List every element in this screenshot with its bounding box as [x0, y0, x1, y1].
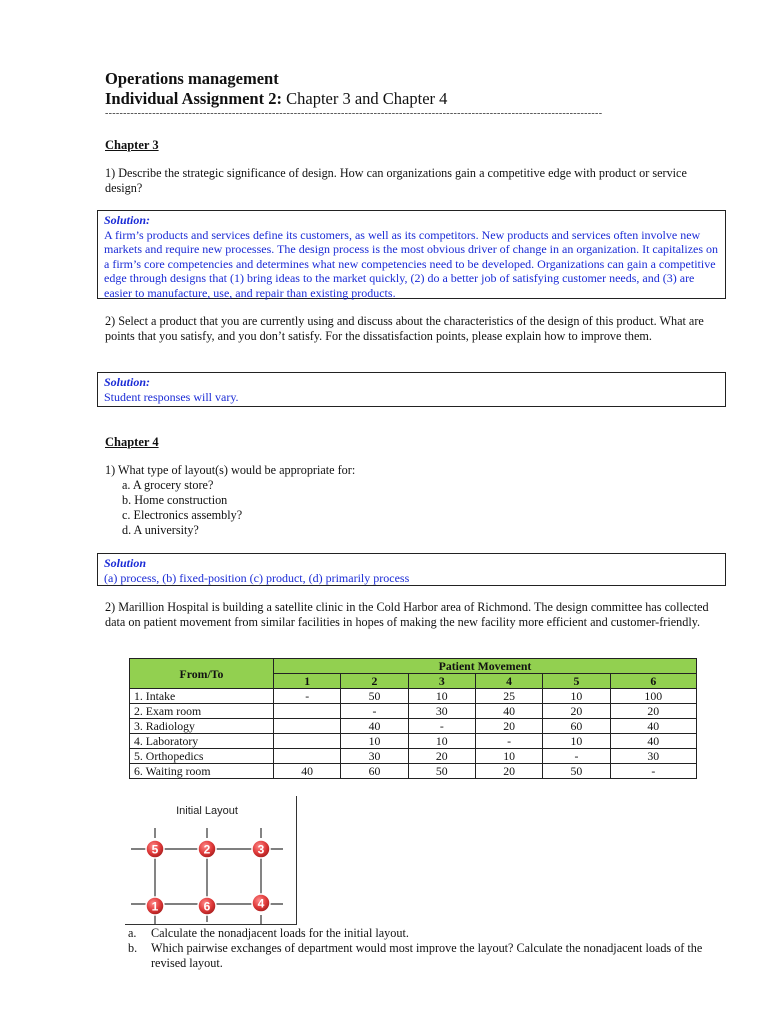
node-label: 6 — [203, 899, 211, 914]
chapter4-solution-box — [97, 553, 726, 586]
solution-text: (a) process, (b) fixed-position (c) product, (d) primarily process — [104, 570, 410, 585]
chapter3-solution1-box — [97, 210, 726, 299]
solution-label: Solution — [104, 556, 147, 570]
layout-node-2 — [198, 840, 216, 858]
table-cell: 20 — [475, 764, 542, 779]
node-label: 1 — [151, 899, 159, 914]
table-cell: - — [341, 704, 408, 719]
list-item — [128, 926, 718, 941]
table-header-row — [130, 659, 697, 674]
table-row — [130, 764, 697, 779]
layout-node-5 — [146, 840, 164, 858]
node-label: 4 — [257, 896, 265, 911]
table-cell: 20 — [543, 704, 610, 719]
node-label: 2 — [203, 842, 211, 857]
chapter3-question1: 1) Describe the strategic significance of design. How can organizations gain a competitive edge with product or service design? — [105, 166, 687, 195]
table-cell: 40 — [274, 764, 341, 779]
course-title: Operations management — [105, 69, 279, 88]
department-name: 1. Intake — [130, 689, 274, 704]
table-cell: 30 — [341, 749, 408, 764]
table-cell: - — [274, 689, 341, 704]
table-row — [130, 719, 697, 734]
solution-text: Student responses will vary. — [104, 389, 239, 404]
table-cell — [274, 704, 341, 719]
table-cell: 100 — [610, 689, 696, 704]
table-cell: 30 — [408, 704, 475, 719]
solution-label: Solution: — [104, 213, 151, 227]
assignment-label: Individual Assignment 2: — [105, 89, 282, 108]
department-name: 2. Exam room — [130, 704, 274, 719]
chapter3-heading: Chapter 3 — [105, 138, 159, 152]
table-cell: 50 — [543, 764, 610, 779]
chapter3-solution2-box — [97, 372, 726, 407]
table-cell: 10 — [475, 749, 542, 764]
department-name: 4. Laboratory — [130, 734, 274, 749]
from-to-header: From/To — [130, 659, 274, 689]
table-cell: 20 — [610, 704, 696, 719]
column-header: 4 — [475, 674, 542, 689]
table-row — [130, 749, 697, 764]
table-cell: 20 — [475, 719, 542, 734]
table-cell: 40 — [475, 704, 542, 719]
patient-movement-header: Patient Movement — [274, 659, 697, 674]
table-cell — [274, 719, 341, 734]
column-header: 3 — [408, 674, 475, 689]
layout-node-6 — [198, 897, 216, 915]
department-name: 6. Waiting room — [130, 764, 274, 779]
table-row — [130, 704, 697, 719]
node-label: 5 — [151, 842, 159, 857]
department-name: 5. Orthopedics — [130, 749, 274, 764]
table-cell: 60 — [341, 764, 408, 779]
list-text: Calculate the nonadjacent loads for the initial layout. — [151, 926, 409, 940]
assignment-chapters: Chapter 3 and Chapter 4 — [281, 89, 448, 108]
solution-text: A firm’s products and services define its customers, as well as its competitors. New products and services often involve new markets and require new processes. The design process is the most obvious driver of change in an organization. It capitalizes on a firm’s core competencies and determines what new competencies need to be developed. Organizations can gain a competitive edge through designs that (1) bring ideas to the market quickly, (2) do a better job of satisfying customer needs, and (3) are easier to manufacture, use, and repair than existing products. — [104, 227, 719, 300]
list-marker: a. — [128, 926, 137, 940]
list-item: a. A grocery store? — [122, 478, 214, 492]
solution-label: Solution: — [104, 375, 151, 389]
layout-node-3 — [252, 840, 270, 858]
layout-options-list — [122, 478, 242, 538]
list-text: Which pairwise exchanges of department would most improve the layout? Calculate the nonadjacent loads of the revised layout. — [151, 941, 703, 970]
table-cell: 30 — [610, 749, 696, 764]
list-item: c. Electronics assembly? — [122, 508, 243, 522]
diagram-title: Initial Layout — [176, 805, 238, 817]
column-header: 1 — [274, 674, 341, 689]
table-cell: 60 — [543, 719, 610, 734]
layout-node-4 — [252, 894, 270, 912]
initial-layout-diagram — [125, 796, 297, 925]
table-cell: 10 — [408, 734, 475, 749]
sub-questions — [128, 926, 718, 971]
list-marker: b. — [128, 941, 138, 955]
table-cell: 20 — [408, 749, 475, 764]
table-cell: 10 — [543, 734, 610, 749]
table-cell: 25 — [475, 689, 542, 704]
table-cell: 50 — [341, 689, 408, 704]
table-cell: 50 — [408, 764, 475, 779]
table-cell: - — [610, 764, 696, 779]
list-item: d. A university? — [122, 523, 199, 537]
table-cell: 10 — [408, 689, 475, 704]
node-label: 3 — [257, 842, 265, 857]
chapter3-question2: 2) Select a product that you are currently using and discuss about the characteristics of the design of this product. What are points that you satisfy, and you don’t satisfy. For the dissatisfaction points, please explain how to improve them. — [105, 314, 704, 343]
column-header: 6 — [610, 674, 696, 689]
divider-line: ----------------------------------------------------------------------------------------------------------------------------------------- — [105, 108, 603, 119]
table-cell: 40 — [610, 719, 696, 734]
list-item: b. Home construction — [122, 493, 228, 507]
table-cell: - — [475, 734, 542, 749]
table-cell: - — [408, 719, 475, 734]
department-name: 3. Radiology — [130, 719, 274, 734]
table-row — [130, 734, 697, 749]
patient-movement-table — [129, 658, 697, 779]
table-cell: - — [543, 749, 610, 764]
layout-node-1 — [146, 897, 164, 915]
table-cell: 40 — [341, 719, 408, 734]
list-item — [128, 941, 718, 971]
chapter4-question2: 2) Marillion Hospital is building a satellite clinic in the Cold Harbor area of Richmond. The design committee has collected data on patient movement from similar facilities in hopes of making the new facility more efficient and customer-friendly. — [105, 600, 709, 629]
layout-grid-figure — [125, 796, 296, 924]
table-cell: 10 — [341, 734, 408, 749]
table-row — [130, 689, 697, 704]
table-cell: 10 — [543, 689, 610, 704]
document-title — [105, 69, 447, 109]
chapter4-question1: 1) What type of layout(s) would be appropriate for: — [105, 463, 356, 477]
table-cell — [274, 734, 341, 749]
table-cell: 40 — [610, 734, 696, 749]
column-header: 2 — [341, 674, 408, 689]
column-header: 5 — [543, 674, 610, 689]
table-cell — [274, 749, 341, 764]
chapter4-heading: Chapter 4 — [105, 435, 159, 449]
